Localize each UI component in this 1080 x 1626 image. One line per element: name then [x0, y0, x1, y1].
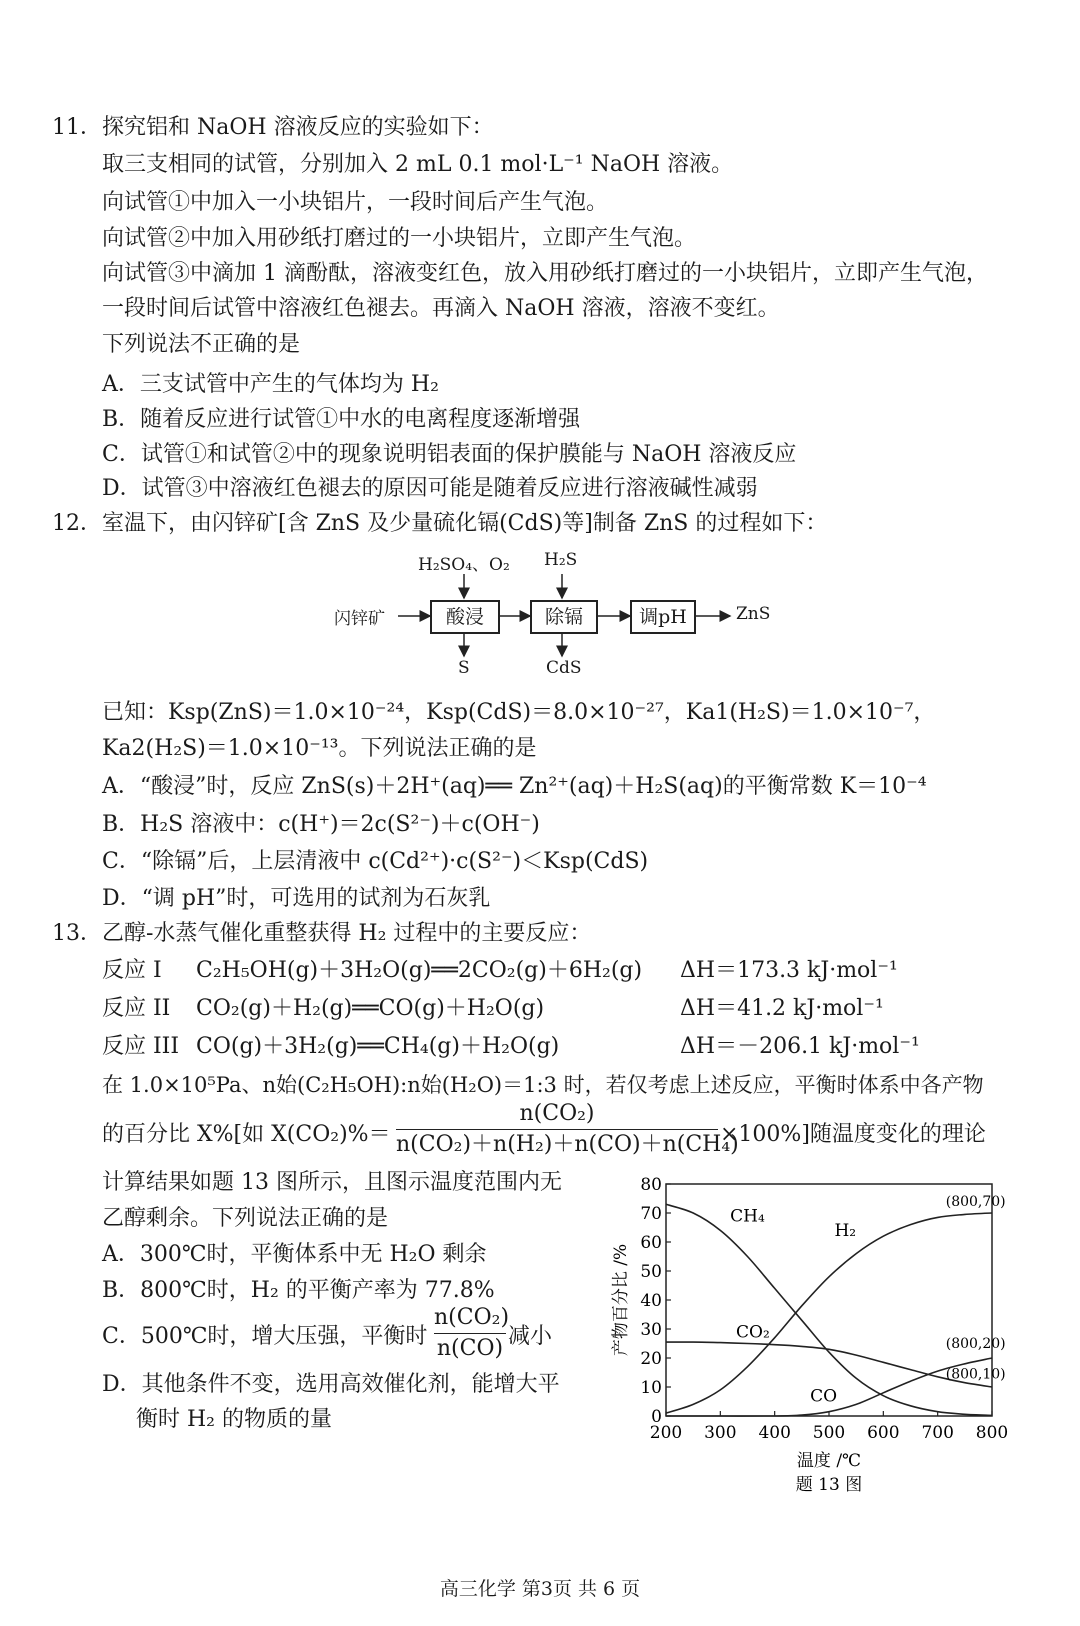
y-tick-label: 80 [640, 1175, 662, 1195]
y-tick-label: 40 [640, 1291, 662, 1311]
q11-title: 11．探究铝和 NaOH 溶液反应的实验如下： [52, 115, 494, 140]
q13-line: 乙醇剩余。下列说法正确的是 [102, 1206, 389, 1231]
x-tick-label: 500 [812, 1423, 846, 1443]
x-tick-label: 800 [975, 1423, 1009, 1443]
q11-option-d: D．试管③中溶液红色褪去的原因可能是随着反应进行溶液碱性减弱 [102, 476, 758, 501]
q13-conditions: 在 1.0×10⁵Pa、n始(C₂H₅OH):n始(H₂O)＝1:3 时，若仅考虑上述反应，平衡时体系中各产物 [102, 1073, 984, 1097]
q13-percent-def: 的百分比 X%[如 X(CO₂)%＝ [102, 1122, 391, 1147]
reaction-name: 反应 III [102, 1034, 180, 1059]
q13-option-d: D．其他条件不变，选用高效催化剂，能增大平 [102, 1372, 560, 1397]
flow-input: 闪锌矿 [334, 609, 385, 629]
temperature-chart [600, 1170, 1020, 1500]
point-annotation: (800,10) [945, 1366, 1006, 1383]
y-tick-label: 20 [640, 1349, 662, 1369]
y-tick-label: 50 [640, 1262, 662, 1282]
series-co-label: CO [810, 1386, 838, 1407]
q13-percent-def-tail: ×100%]随温度变化的理论 [720, 1122, 986, 1147]
flow-step-acid-leach: 酸浸 [430, 600, 500, 634]
q12-option-d: D．“调 pH”时，可选用的试剂为石灰乳 [102, 886, 491, 911]
q12-option-a: A．“酸浸”时，反应 ZnS(s)＋2H⁺(aq)══ Zn²⁺(aq)＋H₂S(aq)的平衡常数 K＝10⁻⁴ [102, 774, 927, 799]
chart-caption: 题 13 图 [795, 1475, 863, 1495]
series-co2-label: CO₂ [736, 1322, 770, 1343]
x-tick-label: 300 [704, 1423, 737, 1443]
reaction-equation: CO₂(g)＋H₂(g)══CO(g)＋H₂O(g) [196, 996, 545, 1021]
q11-line: 取三支相同的试管，分别加入 2 mL 0.1 mol·L⁻¹ NaOH 溶液。 [102, 152, 734, 177]
q12-known: Ka2(H₂S)＝1.0×10⁻¹³。下列说法正确的是 [102, 736, 537, 761]
x-tick-label: 400 [758, 1423, 791, 1443]
q12-option-b: B．H₂S 溶液中：c(H⁺)＝2c(S²⁻)＋c(OH⁻) [102, 812, 540, 837]
y-tick-label: 30 [640, 1320, 662, 1340]
series-h2-line [666, 1213, 992, 1413]
flow-step-adjust-ph: 调pH [630, 600, 696, 634]
q11-option-b: B．随着反应进行试管①中水的电离程度逐渐增强 [102, 407, 581, 432]
y-tick-label: 60 [640, 1233, 662, 1253]
reaction-enthalpy: ΔH＝41.2 kJ·mol⁻¹ [680, 996, 884, 1021]
reaction-name: 反应 I [102, 958, 162, 983]
q13-option-c: C．500℃时，增大压强，平衡时 [102, 1324, 428, 1349]
q12-known: 已知：Ksp(ZnS)＝1.0×10⁻²⁴，Ksp(CdS)＝8.0×10⁻²⁷，Ka1(H₂S)＝1.0×10⁻⁷， [102, 700, 936, 725]
reaction-name: 反应 II [102, 996, 171, 1021]
reaction-enthalpy: ΔH＝－206.1 kJ·mol⁻¹ [680, 1034, 920, 1059]
fraction-denominator: n(CO) [436, 1336, 504, 1361]
q13-option-c-tail: 减小 [508, 1324, 553, 1349]
flow-byproduct-2: CdS [546, 658, 582, 678]
y-tick-label: 0 [651, 1407, 662, 1427]
q13-option-b: B．800℃时，H₂ 的平衡产率为 77.8% [102, 1278, 495, 1303]
fraction-numerator: n(CO₂) [434, 1305, 510, 1330]
page-footer: 高三化学 第3页 共 6 页 [439, 1578, 641, 1600]
flow-output: ZnS [736, 604, 771, 624]
y-axis-label: 产物百分比 /% [611, 1243, 631, 1357]
fraction-definition [396, 1100, 739, 1159]
series-h2-label: H₂ [834, 1221, 857, 1242]
flow-byproduct-1: S [458, 658, 470, 678]
x-axis-label: 温度 /℃ [796, 1451, 862, 1471]
q13-title: 13．乙醇-水蒸气催化重整获得 H₂ 过程中的主要反应： [52, 921, 592, 946]
q13-line: 计算结果如题 13 图所示，且图示温度范围内无 [102, 1170, 562, 1195]
x-tick-label: 600 [867, 1423, 900, 1443]
flow-step-remove-cd: 除镉 [530, 600, 598, 634]
series-ch4-label: CH₄ [730, 1206, 765, 1227]
plot-frame [666, 1184, 992, 1416]
q11-line: 一段时间后试管中溶液红色褪去。再滴入 NaOH 溶液，溶液不变红。 [102, 296, 780, 321]
flow-reagent-1: H₂SO₄、O₂ [418, 555, 510, 575]
q13-option-d-cont: 衡时 H₂ 的物质的量 [136, 1407, 332, 1432]
q11-line: 下列说法不正确的是 [102, 332, 301, 357]
series-co2-line [666, 1342, 992, 1387]
point-annotation: (800,70) [945, 1193, 1006, 1210]
q13-option-a: A．300℃时，平衡体系中无 H₂O 剩余 [102, 1242, 487, 1267]
reaction-enthalpy: ΔH＝173.3 kJ·mol⁻¹ [680, 958, 898, 983]
flow-reagent-2: H₂S [544, 550, 578, 570]
q11-option-a: A．三支试管中产生的气体均为 H₂ [102, 372, 439, 397]
q11-line: 向试管②中加入用砂纸打磨过的一小块铝片，立即产生气泡。 [102, 226, 697, 251]
fraction-numerator: n(CO₂) [519, 1101, 595, 1126]
y-tick-label: 70 [640, 1204, 662, 1224]
process-flow-diagram [330, 548, 790, 688]
q12-option-c: C．“除镉”后，上层清液中 c(Cd²⁺)·c(S²⁻)＜Ksp(CdS) [102, 849, 649, 874]
q11-option-c: C．试管①和试管②中的现象说明铝表面的保护膜能与 NaOH 溶液反应 [102, 442, 797, 467]
q11-line: 向试管①中加入一小块铝片，一段时间后产生气泡。 [102, 190, 609, 215]
fraction-option-c [434, 1304, 510, 1363]
x-tick-label: 700 [921, 1423, 954, 1443]
y-tick-label: 10 [640, 1378, 662, 1398]
q12-title: 12．室温下，由闪锌矿[含 ZnS 及少量硫化镉(CdS)等]制备 ZnS 的过程如下： [52, 511, 828, 536]
q11-line: 向试管③中滴加 1 滴酚酞，溶液变红色，放入用砂纸打磨过的一小块铝片，立即产生气泡， [102, 261, 988, 286]
reaction-equation: C₂H₅OH(g)＋3H₂O(g)══2CO₂(g)＋6H₂(g) [196, 958, 643, 983]
fraction-denominator: n(CO₂)＋n(H₂)＋n(CO)＋n(CH₄) [396, 1132, 739, 1157]
reaction-equation: CO(g)＋3H₂(g)══CH₄(g)＋H₂O(g) [196, 1034, 560, 1059]
point-annotation: (800,20) [945, 1335, 1006, 1352]
x-tick-label: 200 [649, 1423, 683, 1443]
series-ch4-line [666, 1204, 992, 1415]
